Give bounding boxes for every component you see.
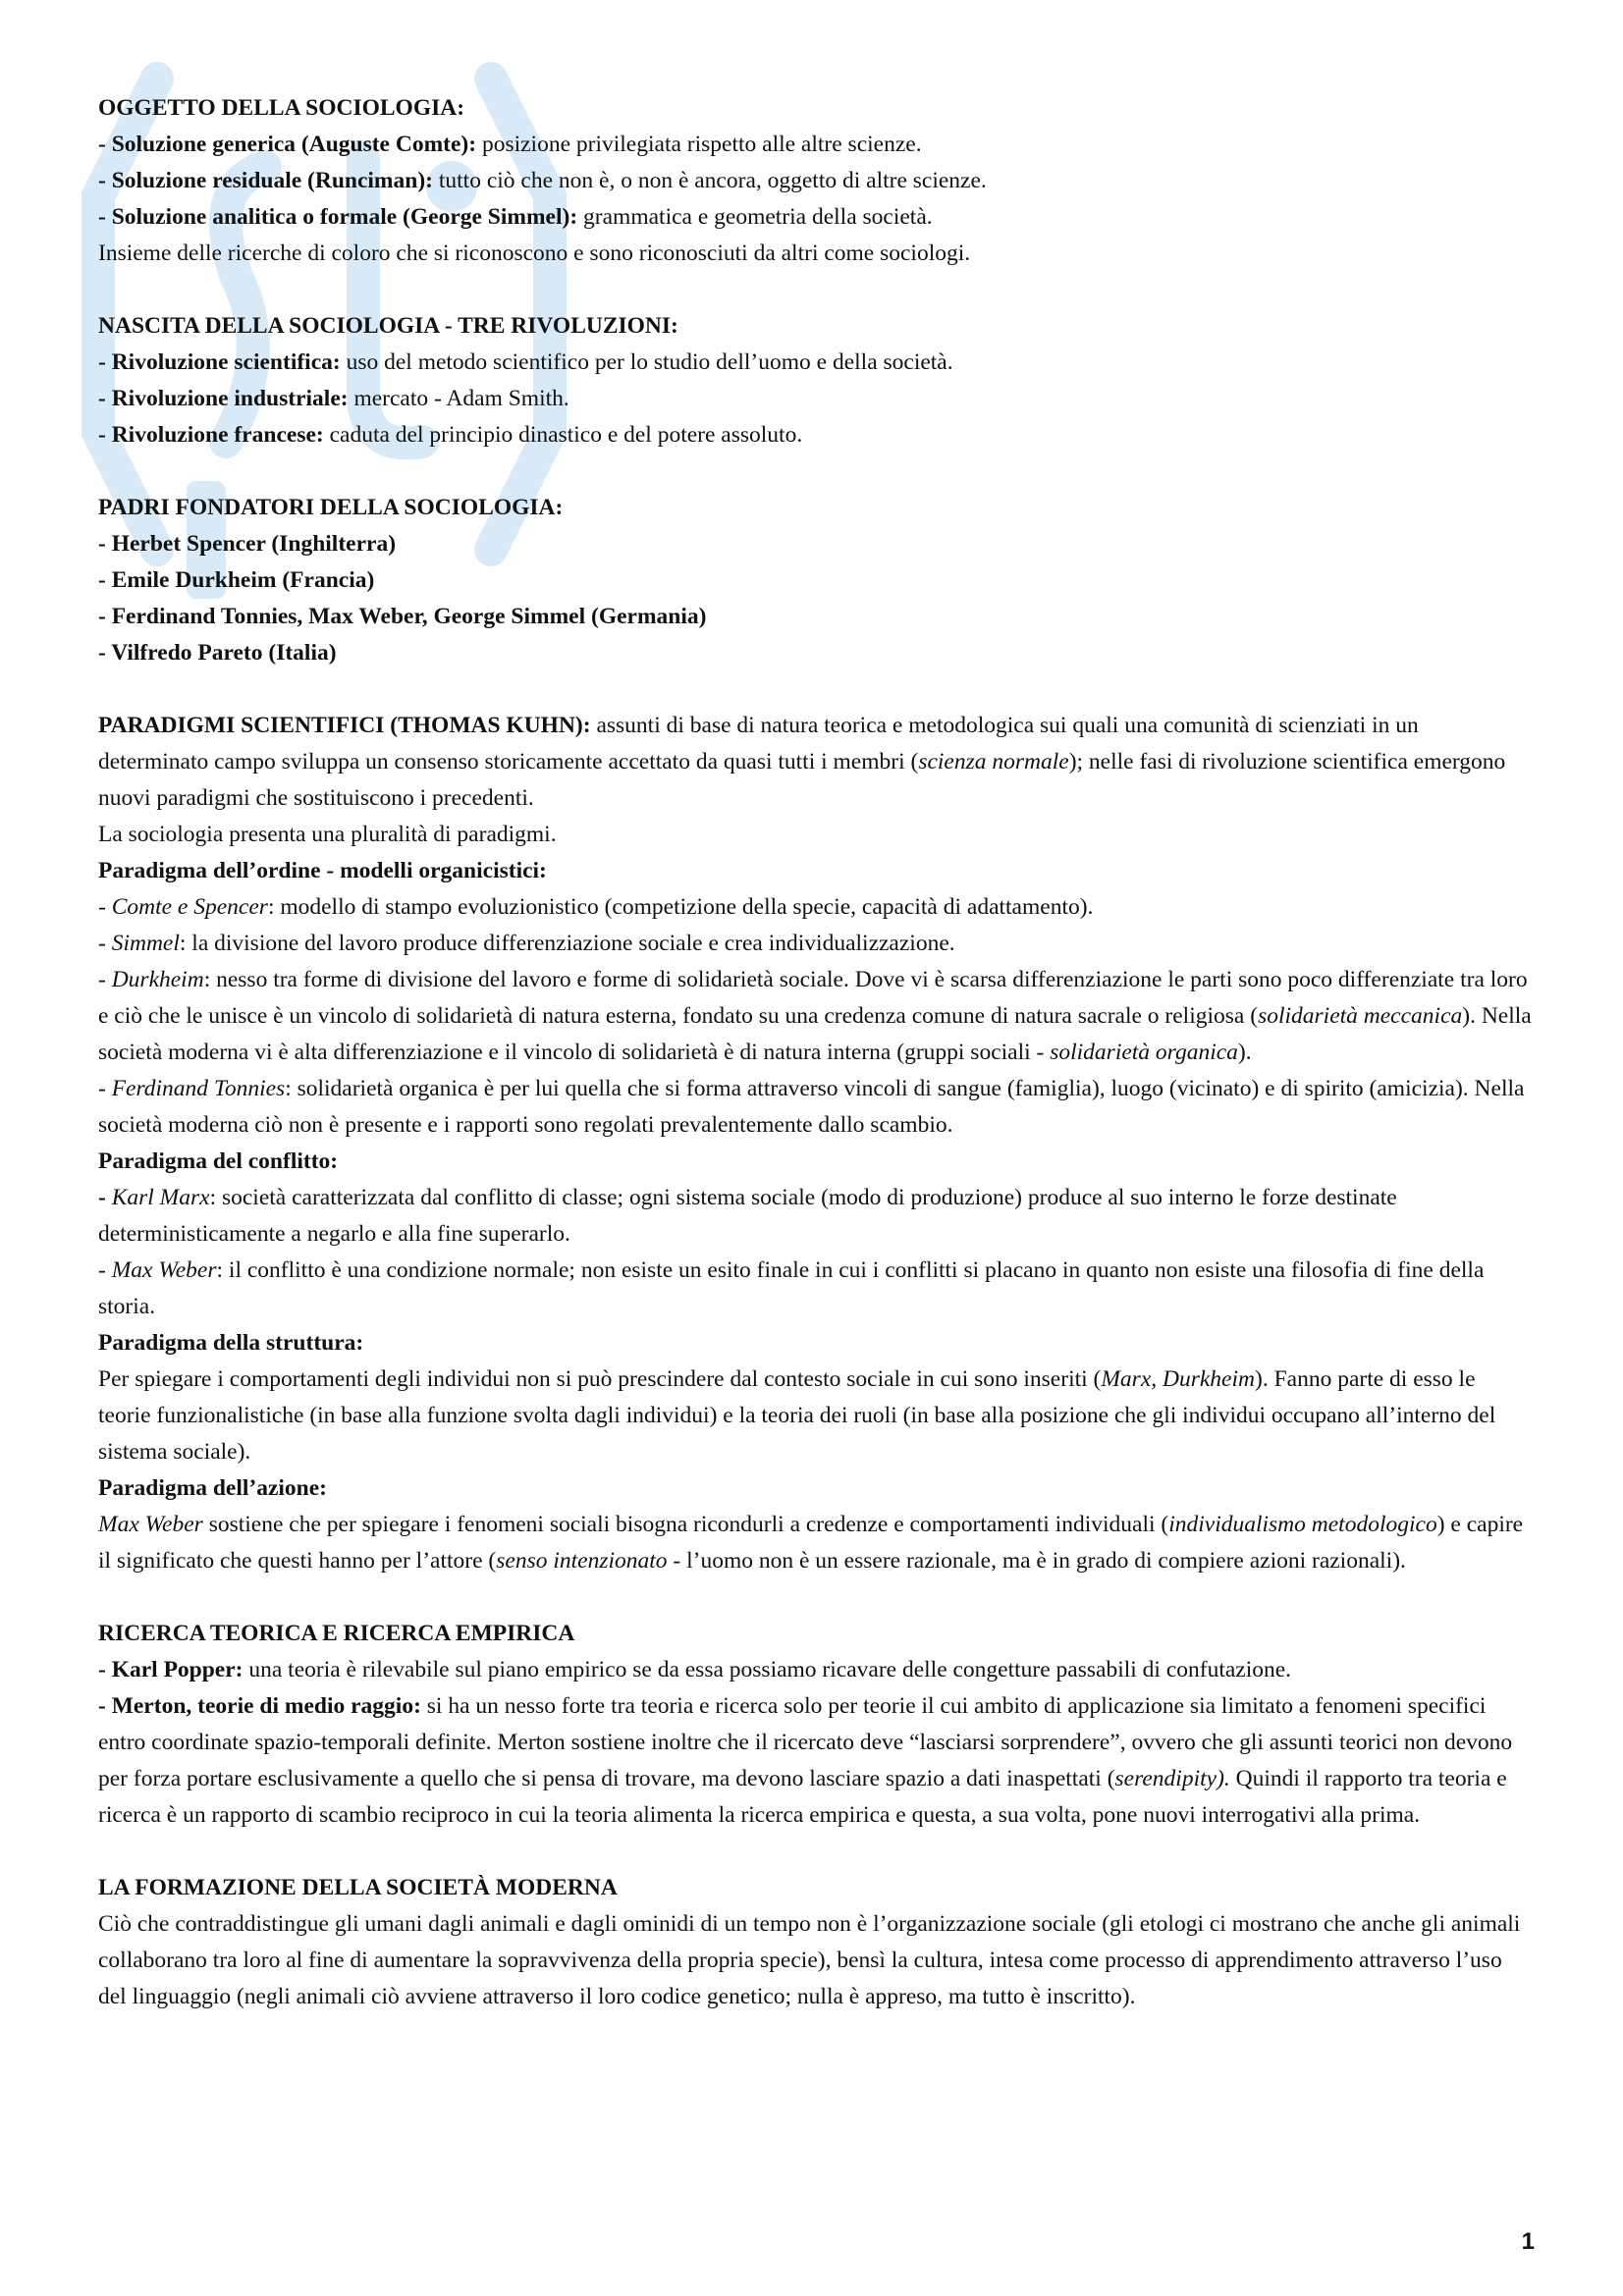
body-text: ). Nella società moderna vi è alta differenziazione e il vincolo di solidarietà è di natura interna (gruppi sociali - <box>98 1003 1532 1065</box>
body-text: - <box>98 931 112 956</box>
bold-text: Paradigma dell’azione: <box>98 1475 328 1501</box>
body-text: ). <box>1237 1040 1252 1065</box>
body-text: : la divisione del lavoro produce differenziazione sociale e crea individualizzazione. <box>179 931 955 956</box>
body-text: ). Fanno parte di esso le teorie funzionalistiche (in base alla funzione svolta dagli individui) e la teoria dei ruoli (in base alla posizione che gli individui occupano all’interno del sistema sociale). <box>98 1366 1496 1465</box>
bold-text: - <box>98 1185 112 1210</box>
body-text: ); nelle fasi di rivoluzione scientifica emergono nuovi paradigmi che sostituiscono i precedenti. <box>98 749 1506 811</box>
body-text: - <box>98 967 112 992</box>
list-item <box>98 345 1532 381</box>
body-text: Per spiegare i comportamenti degli individui non si può prescindere dal contesto sociale in cui sono inseriti ( <box>98 1366 1102 1392</box>
italic-text: senso intenzionato <box>496 1548 668 1574</box>
italic-text: Max Weber <box>98 1512 203 1537</box>
paragraph <box>98 1688 1532 1834</box>
paragraph <box>98 1071 1532 1144</box>
section-spacer <box>98 454 1532 490</box>
body-text: - <box>98 1257 112 1283</box>
body-text: sostiene che per spiegare i fenomeni sociali bisogna ricondurli a credenze e comportamenti individuali ( <box>202 1512 1169 1537</box>
item-text: uso del metodo scientifico per lo studio dell’uomo e della società. <box>340 349 953 375</box>
body-text: ) e capire il significato che questi hanno per l’attore ( <box>98 1512 1524 1574</box>
body-text: : il conflitto è una condizione normale; non esiste un esito finale in cui i conflitti si placano in quanto non esiste una filosofia di fine della storia. <box>98 1257 1485 1319</box>
item-label: - Soluzione generica (Auguste Comte): <box>98 132 477 157</box>
item-label: - Soluzione residuale (Runciman): <box>98 168 433 193</box>
paragraph <box>98 889 1532 926</box>
paragraph <box>98 708 1532 817</box>
paragraph <box>98 1144 1532 1180</box>
italic-text: Durkheim <box>111 967 204 992</box>
paragraph <box>98 1507 1532 1579</box>
body-text: La sociologia presenta una pluralità di paradigmi. <box>98 822 557 847</box>
italic-text: serendipity). <box>1114 1766 1230 1791</box>
item-label: - Emile Durkheim (Francia) <box>98 567 375 593</box>
body-text: si ha un nesso forte tra teoria e ricerca solo per teorie il cui ambito di applicazione sia limitato a fenomeni specifici entro coordinate spazio-temporali definite. Merton sostiene inoltre che il ricercato deve “lasciarsi sorprendere”, ovvero che gli assunti teorici non devono per forza portare esclusivamente a quello che si pensa di trovare, ma devono lasciare spazio a dati inaspettati ( <box>98 1693 1513 1791</box>
bold-text: PARADIGMI SCIENTIFICI (THOMAS KUHN): <box>98 713 591 738</box>
list-item <box>98 127 1532 163</box>
section-heading: RICERCA TEORICA E RICERCA EMPIRICA <box>98 1621 575 1646</box>
italic-text: Marx, Durkheim <box>1101 1366 1255 1392</box>
italic-text: Comte e Spencer <box>111 894 268 920</box>
body-text: : solidarietà organica è per lui quella che si forma attraverso vincoli di sangue (famiglia), luogo (vicinato) e di spirito (amicizia). Nella società moderna ciò non è presente e i rapporti sono regolati prevalentemente dallo scambio. <box>98 1076 1525 1138</box>
paragraph <box>98 1470 1532 1507</box>
list-item <box>98 562 1532 599</box>
list-item <box>98 163 1532 199</box>
list-item <box>98 199 1532 236</box>
list-item <box>98 381 1532 417</box>
item-text: posizione privilegiata rispetto alle altre scienze. <box>476 132 922 157</box>
body-text: Ciò che contraddistingue gli umani dagli animali e dagli ominidi di un tempo non è l’organizzazione sociale (gli etologi ci mostrano che anche gli animali collaborano tra loro al fine di aumentare la sopravvivenza della propria specie), bensì la cultura, intesa come processo di apprendimento attraverso l’uso del linguaggio (negli animali ciò avviene attraverso il loro codice genetico; nulla è appreso, ma tutto è inscritto). <box>98 1911 1521 2009</box>
item-text: mercato - Adam Smith. <box>348 386 569 411</box>
body-text: Quindi il rapporto tra teoria e ricerca è un rapporto di scambio reciproco in cui la teoria alimenta la ricerca empirica e questa, a sua volta, pone nuovi interrogativi alla prima. <box>98 1766 1507 1828</box>
bold-text: - Karl Popper: <box>98 1657 243 1682</box>
italic-text: scienza normale <box>918 749 1069 774</box>
body-text: - l’uomo non è un essere razionale, ma è in grado di compiere azioni razionali). <box>667 1548 1406 1574</box>
section-heading: OGGETTO DELLA SOCIOLOGIA: <box>98 95 465 121</box>
document-page <box>98 90 1532 2015</box>
item-text: grammatica e geometria della società. <box>577 204 933 230</box>
section-spacer <box>98 272 1532 308</box>
paragraph <box>98 817 1532 853</box>
item-label: - Herbet Spencer (Inghilterra) <box>98 531 397 557</box>
list-item <box>98 236 1532 272</box>
body-text: assunti di base di natura teorica e metodologica sui quali una comunità di scienziati in un determinato campo sviluppa un consenso storicamente accettato da quasi tutti i membri ( <box>98 713 1419 774</box>
bold-text: Paradigma della struttura: <box>98 1330 364 1356</box>
body-text: - <box>98 894 112 920</box>
list-item <box>98 526 1532 562</box>
italic-text: Max Weber <box>111 1257 217 1283</box>
item-label: - Soluzione analitica o formale (George Simmel): <box>98 204 578 230</box>
item-label: - Rivoluzione scientifica: <box>98 349 341 375</box>
italic-text: solidarietà meccanica <box>1258 1003 1463 1029</box>
paragraph <box>98 1325 1532 1362</box>
paragraph <box>98 1652 1532 1688</box>
paragraph <box>98 1180 1532 1253</box>
body-text: : nesso tra forme di divisione del lavoro e forme di solidarietà sociale. Dove vi è scarsa differenziazione le parti sono poco differenziate tra loro e ciò che le unisce è un vincolo di solidarietà di natura esterna, fondato su una credenza comune di natura sacrale o religiosa ( <box>98 967 1528 1029</box>
italic-text: Simmel <box>111 931 180 956</box>
paragraph <box>98 1362 1532 1470</box>
bold-text: Paradigma dell’ordine - modelli organicistici: <box>98 858 547 883</box>
section-heading: LA FORMAZIONE DELLA SOCIETÀ MODERNA <box>98 1875 618 1900</box>
italic-text: solidarietà organica <box>1050 1040 1238 1065</box>
paragraph <box>98 926 1532 962</box>
item-label: - Vilfredo Pareto (Italia) <box>98 640 337 666</box>
paragraph <box>98 962 1532 1071</box>
body-text: : modello di stampo evoluzionistico (competizione della specie, capacità di adattamento). <box>267 894 1094 920</box>
item-label: - Rivoluzione industriale: <box>98 386 349 411</box>
paragraph <box>98 1906 1532 2015</box>
body-text: : società caratterizzata dal conflitto di classe; ogni sistema sociale (modo di produzione) produce al suo interno le forze destinate deterministicamente a negarlo e alla fine superarlo. <box>98 1185 1397 1247</box>
italic-text: individualismo metodologico <box>1168 1512 1437 1537</box>
list-item <box>98 599 1532 635</box>
section-spacer <box>98 1579 1532 1616</box>
item-label: - Ferdinand Tonnies, Max Weber, George Simmel (Germania) <box>98 604 707 629</box>
paragraph <box>98 853 1532 889</box>
body-text: - <box>98 1076 112 1101</box>
section-heading: PADRI FONDATORI DELLA SOCIOLOGIA: <box>98 495 564 520</box>
list-item <box>98 635 1532 671</box>
paragraph <box>98 1253 1532 1325</box>
body-text: una teoria è rilevabile sul piano empirico se da essa possiamo ricavare delle congetture passabili di confutazione. <box>243 1657 1292 1682</box>
italic-text: Karl Marx <box>111 1185 210 1210</box>
list-item <box>98 417 1532 454</box>
item-text: tutto ciò che non è, o non è ancora, oggetto di altre scienze. <box>432 168 987 193</box>
item-text: caduta del principio dinastico e del potere assoluto. <box>323 422 803 448</box>
section-spacer <box>98 1834 1532 1870</box>
bold-text: Paradigma del conflitto: <box>98 1148 339 1174</box>
item-label: - Rivoluzione francese: <box>98 422 324 448</box>
item-text: Insieme delle ricerche di coloro che si riconoscono e sono riconosciuti da altri come sociologi. <box>98 240 971 266</box>
section-spacer <box>98 671 1532 708</box>
page-number: 1 <box>1521 2228 1535 2255</box>
italic-text: Ferdinand Tonnies <box>111 1076 286 1101</box>
section-heading: NASCITA DELLA SOCIOLOGIA - TRE RIVOLUZIONI: <box>98 313 678 339</box>
bold-text: - Merton, teorie di medio raggio: <box>98 1693 421 1719</box>
